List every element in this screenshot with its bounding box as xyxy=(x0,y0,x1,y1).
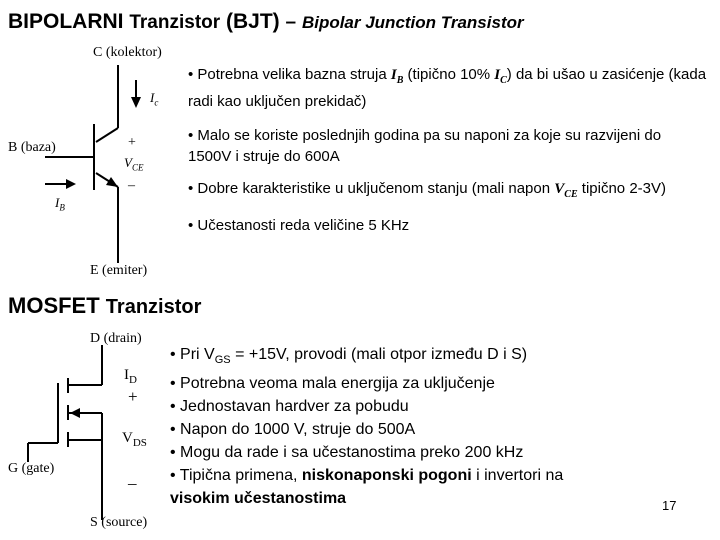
bjt-bullet-2: • Malo se koriste poslednjih godina pa su naponi za koje su razvijeni do 1500V i struje do 600A xyxy=(188,127,662,165)
bjt-vce-label: $V_{CE}$ xyxy=(124,155,144,173)
mosfet-drain-label: D (drain) xyxy=(90,331,142,346)
mosfet-gate-label: G (gate) xyxy=(8,461,55,476)
mosfet-bullet-2: • Potrebna veoma mala energija za uključenje xyxy=(170,375,495,393)
mosfet-title-word: Tranzistor xyxy=(105,296,202,318)
mosfet-bullet-3: • Jednostavan hardver za pobudu xyxy=(170,398,409,416)
bjt-plus-label: + xyxy=(128,135,136,150)
mosfet-bullet-5: • Mogu da rade i sa učestanostima preko 200 kHz xyxy=(170,444,524,462)
bjt-title-abbr: (BJT) xyxy=(226,10,280,33)
bjt-minus-label: – xyxy=(128,178,135,193)
bjt-title-dash: – xyxy=(285,12,297,33)
bjt-ib-label: $I_B$ xyxy=(55,195,65,213)
mosfet-bullet-1: • Pri $V_{GS} = +15V$, provodi (mali otpor između D i S) xyxy=(170,346,528,367)
bjt-collector-label: C (kolektor) xyxy=(93,45,162,60)
bjt-bullet-4: • Učestanosti reda veličine 5 KHz xyxy=(188,217,410,234)
mosfet-bullet-6: • Tipična primena, niskonaponski pogoni i invertori na xyxy=(170,467,564,485)
mosfet-bullet-4: • Napon do 1000 V, struje do 500A xyxy=(170,421,416,439)
mosfet-vds-label: $V_{DS}$ xyxy=(122,430,147,449)
mosfet-source-label: S (source) xyxy=(90,515,148,530)
mosfet-id-label: $I_D$ xyxy=(124,367,137,386)
mosfet-bullet-6-line2: visokim učestanostima xyxy=(170,490,347,508)
mosfet-minus-label: _ xyxy=(128,468,137,487)
mosfet-title-main: MOSFET xyxy=(8,293,100,318)
bjt-emitter-label: E (emiter) xyxy=(90,263,148,278)
bjt-bullet-3: • Dobre karakteristike u uključenom stanju (mali napon $V_{CE}$ tipično 2-3V) xyxy=(188,180,666,200)
bjt-title-italic: Bipolar Junction Transistor xyxy=(301,13,524,32)
bjt-title-main: BIPOLARNI xyxy=(8,10,124,33)
bjt-ic-label: $I_c$ xyxy=(150,90,159,108)
mosfet-bullets xyxy=(170,343,563,510)
bjt-title-word: Tranzistor xyxy=(129,12,221,33)
bjt-base-label: B (baza) xyxy=(8,140,56,155)
bjt-bullet-1: • Potrebna velika bazna struja $I_B$ (tipično 10% $I_C$) da bi ušao u zasićenje (kada radi kao uključen prekidač) xyxy=(188,66,707,110)
page-number: 17 xyxy=(662,498,677,513)
mosfet-plus-label: + xyxy=(128,387,138,406)
